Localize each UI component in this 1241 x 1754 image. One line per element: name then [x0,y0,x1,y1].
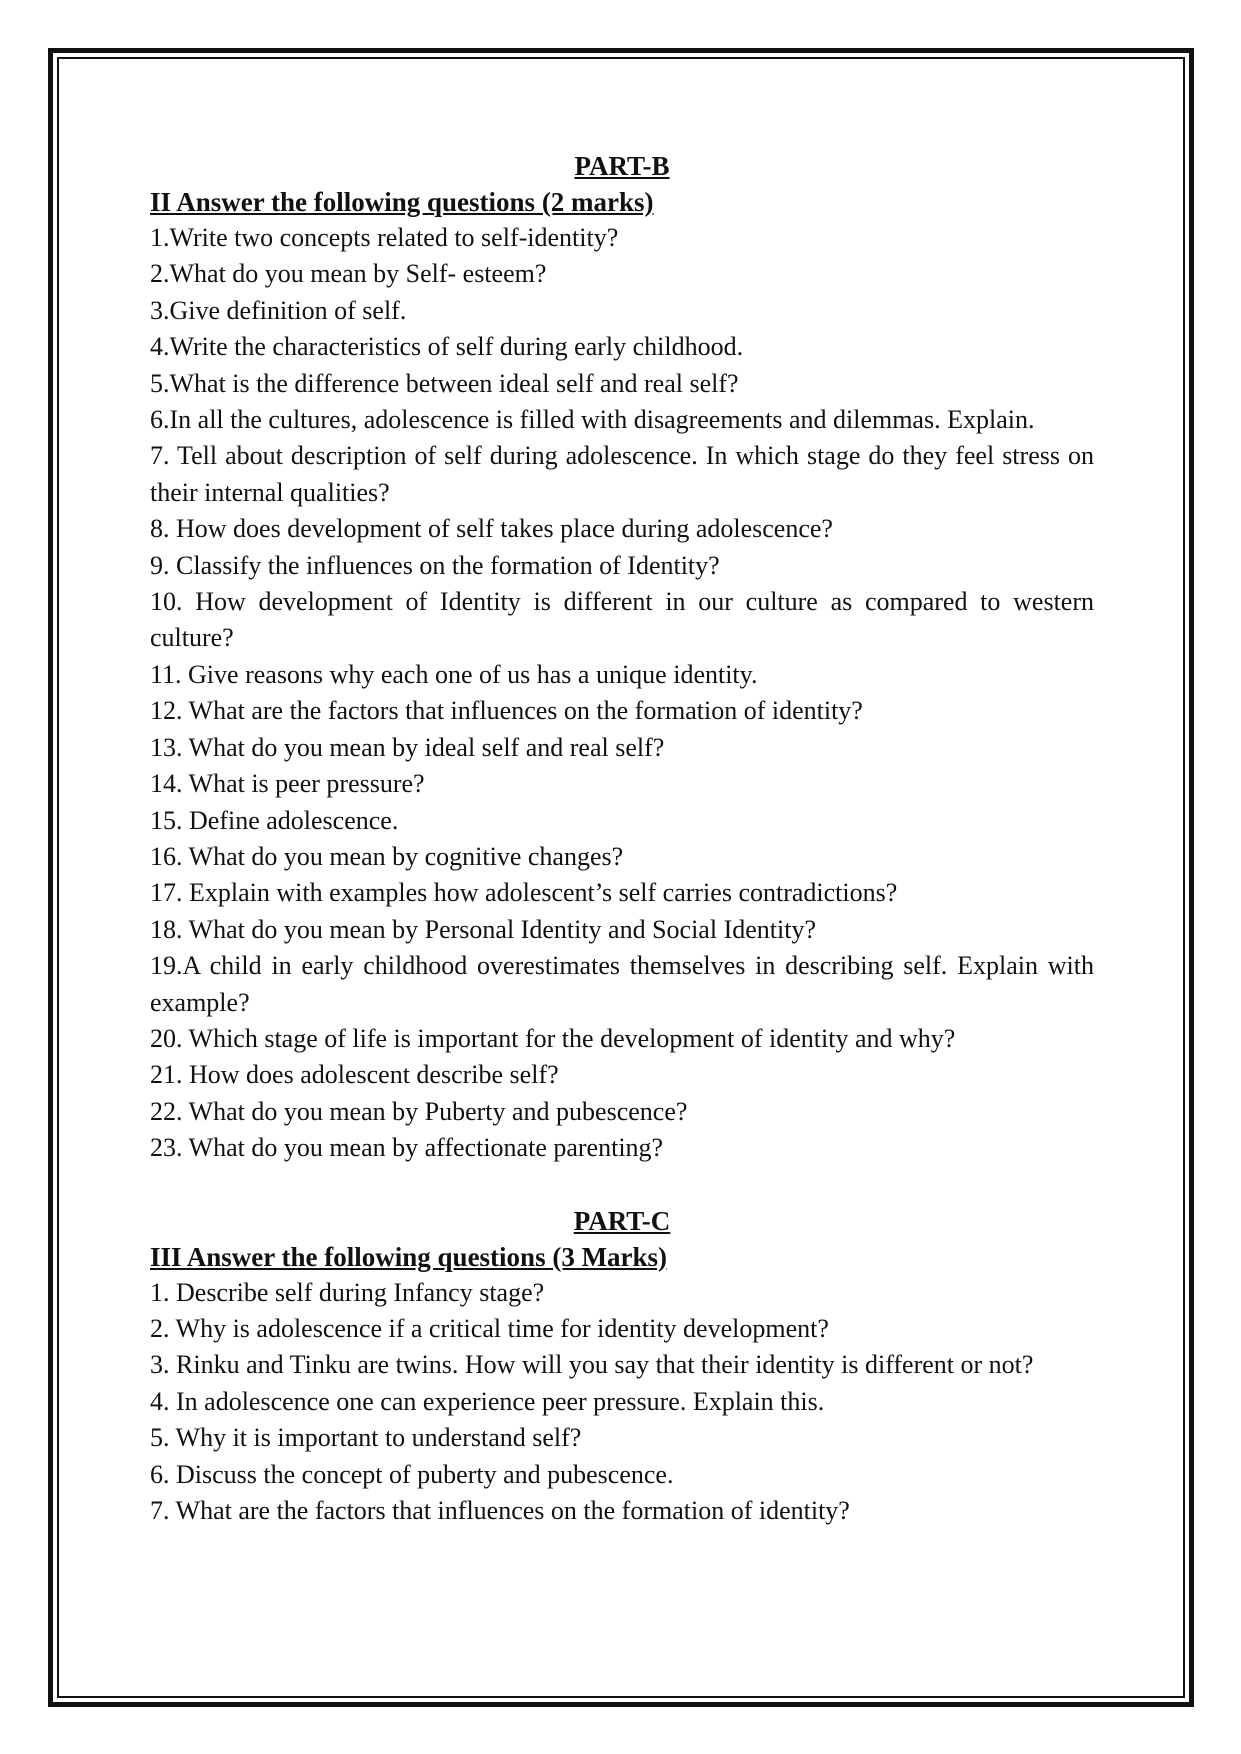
question-item: 15. Define adolescence. [150,805,399,835]
question-item: 10. How development of Identity is different in our culture as compared to western culture? [150,587,1094,653]
question-item: 7. Tell about description of self during adolescence. In which stage do they feel stress on their internal qualities? [150,441,1094,507]
part-c-title: PART-C [573,1205,671,1236]
question-item: 1.Write two concepts related to self-identity? [150,223,619,252]
question-item: 3.Give definition of self. [150,295,407,325]
question-item: 4.Write the characteristics of self during early childhood. [150,332,744,362]
question-item: 12. What are the factors that influences on the formation of identity? [150,696,863,726]
question-item: 19.A child in early childhood overestimates themselves in describing self. Explain with example? [150,951,1094,1017]
question-item: 22. What do you mean by Puberty and pubescence? [150,1096,688,1126]
question-item: 6. Discuss the concept of puberty and pubescence. [150,1459,674,1489]
part-b-section [150,148,1094,1167]
question-item: 5.What is the difference between ideal self and real self? [150,368,739,398]
question-item: 5. Why it is important to understand self? [150,1423,582,1453]
question-item: 4. In adolescence one can experience peer pressure. Explain this. [150,1386,825,1416]
part-c-heading: III Answer the following questions (3 Marks) [150,1241,668,1272]
question-item: 3. Rinku and Tinku are twins. How will you say that their identity is different or not? [150,1350,1034,1380]
question-item: 2. Why is adolescence if a critical time for identity development? [150,1313,829,1343]
question-item: 13. What do you mean by ideal self and real self? [150,732,665,762]
question-item: 1. Describe self during Infancy stage? [150,1277,545,1307]
part-b-question-list [150,220,1094,1167]
question-item: 20. Which stage of life is important for the development of identity and why? [150,1023,956,1053]
question-item: 16. What do you mean by cognitive changes? [150,841,624,871]
question-item: 7. What are the factors that influences on the formation of identity? [150,1496,850,1525]
part-c-question-list [150,1275,1094,1530]
part-b-heading: II Answer the following questions (2 marks) [150,187,654,217]
question-item: 11. Give reasons why each one of us has a unique identity. [150,659,758,689]
question-item: 17. Explain with examples how adolescent’s self carries contradictions? [150,878,898,908]
part-b-title: PART-B [574,151,670,181]
question-item: 9. Classify the influences on the formation of Identity? [150,550,720,580]
question-item: 14. What is peer pressure? [150,769,425,799]
question-item: 23. What do you mean by affectionate parenting? [150,1133,664,1163]
section-spacer [150,1167,1094,1203]
document-body [150,148,1094,1529]
question-item: 21. How does adolescent describe self? [150,1060,559,1090]
question-item: 2.What do you mean by Self- esteem? [150,259,547,289]
question-item: 8. How does development of self takes place during adolescence? [150,514,833,544]
question-item: 6.In all the cultures, adolescence is filled with disagreements and dilemmas. Explain. [150,405,1035,435]
question-item: 18. What do you mean by Personal Identity and Social Identity? [150,914,816,944]
part-c-section [150,1203,1094,1530]
